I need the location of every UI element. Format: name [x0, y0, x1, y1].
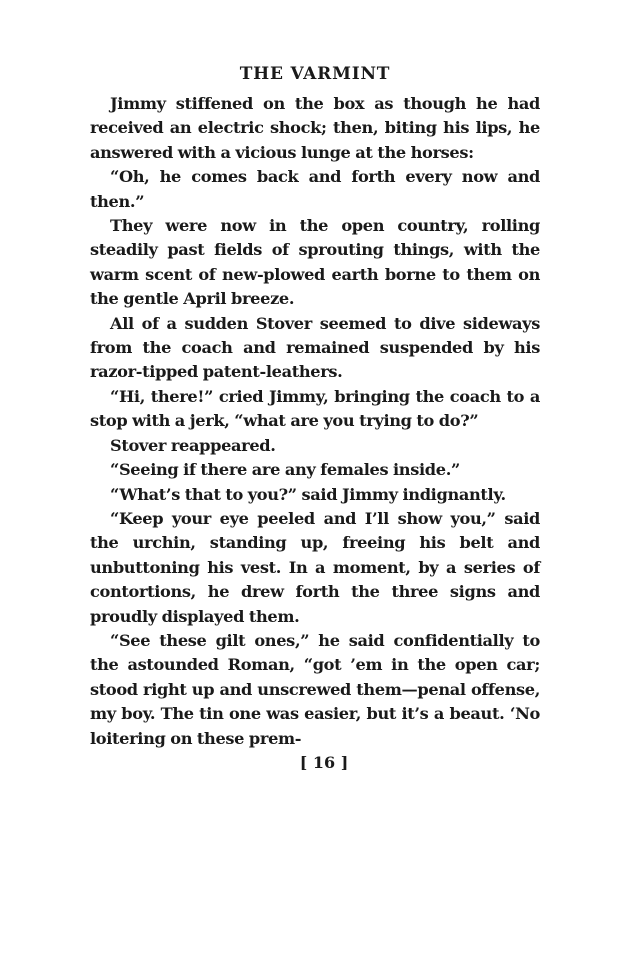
paragraph: All of a sudden Stover seemed to dive sideways from the coach and remained suspended by his razor-tipped patent-leathers.: [90, 313, 540, 382]
body-text: [90, 92, 540, 751]
paragraph: “Keep your eye peeled and I’ll show you,” said the urchin, standing up, freeing his belt and unbuttoning his vest. In a moment, by a series of contortions, he drew forth the three signs and proudly displayed them.: [90, 508, 540, 626]
paragraph: They were now in the open country, rolling steadily past fields of sprouting things, with the warm scent of new-plowed earth borne to them on the gentle April breeze.: [90, 216, 540, 309]
paragraph: “Oh, he comes back and forth every now and then.”: [90, 167, 540, 211]
paragraph: “What’s that to you?” said Jimmy indignantly.: [110, 484, 506, 504]
paragraph: Stover reappeared.: [110, 435, 276, 455]
book-page: [90, 62, 540, 775]
page-number: [ 16 ]: [299, 752, 349, 772]
paragraph: “Seeing if there are any females inside.”: [110, 460, 460, 480]
paragraph: Jimmy stiffened on the box as though he had received an electric shock; then, biting his lips, he answered with a vicious lunge at the horses:: [90, 94, 540, 162]
paragraph: “See these gilt ones,” he said confidentially to the astounded Roman, “got ’em in the open car; stood right up and unscrewed them—penal offense, my boy. The tin one was easier, but it’s a beaut. ‘No loitering on these prem-: [90, 630, 540, 748]
running-head: THE VARMINT: [239, 64, 391, 84]
paragraph: “Hi, there!” cried Jimmy, bringing the coach to a stop with a jerk, “what are you trying to do?”: [90, 386, 540, 431]
